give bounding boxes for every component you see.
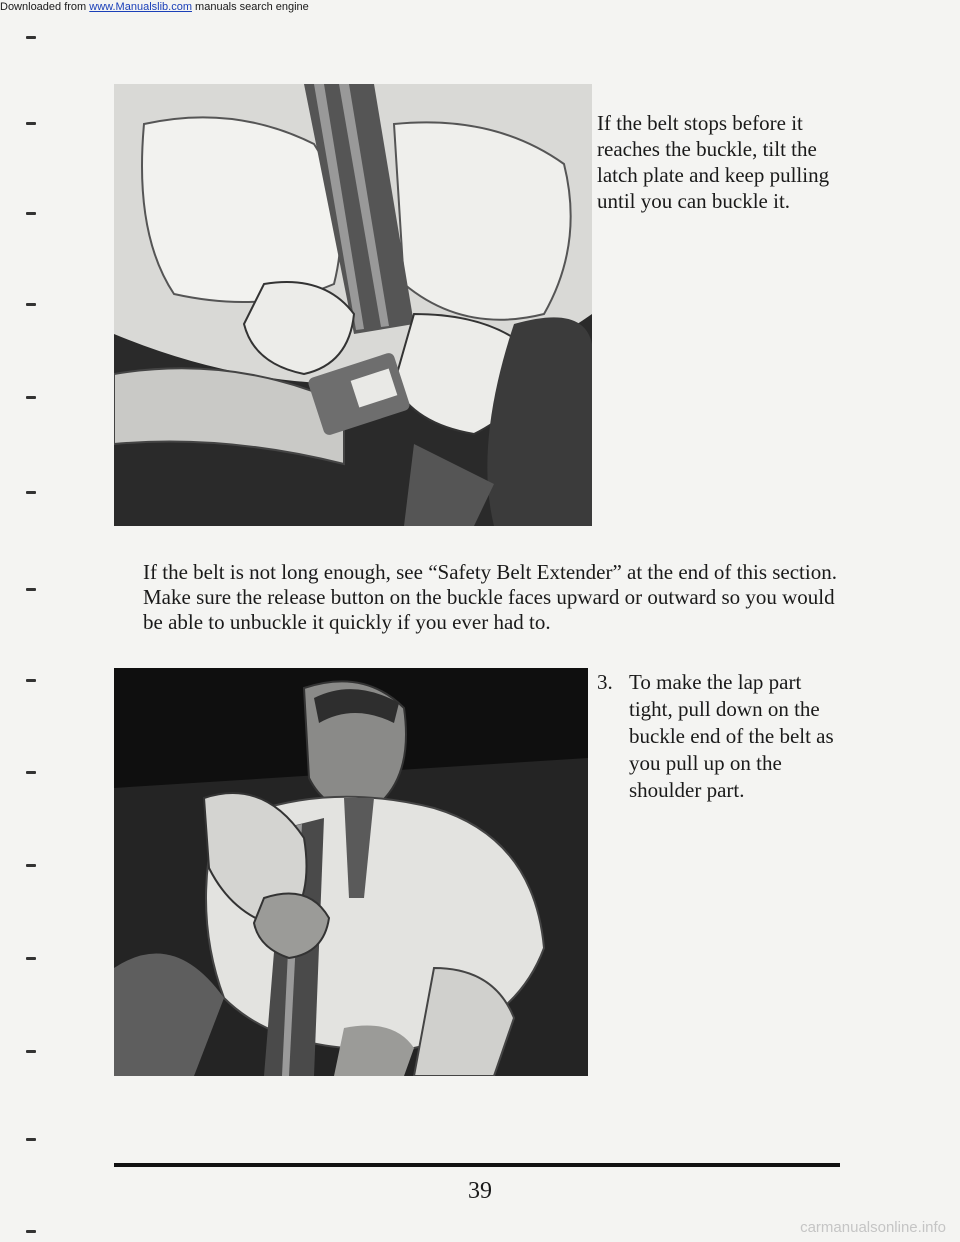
tighten-lap-belt-illustration: [114, 668, 588, 1076]
margin-tick: [26, 212, 36, 215]
step-text: To make the lap part tight, pull down on the buckle end of the belt as you pull up on the shoulder part.: [629, 670, 834, 802]
margin-tick: [26, 864, 36, 867]
header-suffix: manuals search engine: [195, 1, 309, 13]
watermark: carmanualsonline.info: [800, 1219, 946, 1236]
margin-tick: [26, 491, 36, 494]
margin-tick: [26, 396, 36, 399]
margin-tick: [26, 1230, 36, 1233]
margin-tick: [26, 303, 36, 306]
margin-tick: [26, 957, 36, 960]
margin-tick: [26, 588, 36, 591]
figure1-caption: If the belt stops before it reaches the buckle, tilt the latch plate and keep pulling until you can buckle it.: [597, 111, 830, 213]
download-header: [0, 0, 960, 14]
manualslib-link[interactable]: www.Manualslib.com: [89, 1, 192, 13]
margin-tick: [26, 679, 36, 682]
belt-extender-paragraph: If the belt is not long enough, see “Safety Belt Extender” at the end of this section. Make sure the release button on the buckle faces upward or outward so you would be able to unbuckle it quickly if you ever had to.: [143, 560, 837, 634]
margin-tick: [26, 771, 36, 774]
margin-tick: [26, 1050, 36, 1053]
margin-tick: [26, 36, 36, 39]
step-3: [597, 669, 847, 804]
step-number: 3.: [597, 670, 613, 694]
margin-tick: [26, 1138, 36, 1141]
page-number: 39: [468, 1178, 492, 1204]
margin-tick: [26, 122, 36, 125]
footer-rule: [114, 1163, 840, 1167]
header-prefix: Downloaded from: [0, 1, 87, 13]
latch-plate-illustration: [114, 84, 592, 526]
